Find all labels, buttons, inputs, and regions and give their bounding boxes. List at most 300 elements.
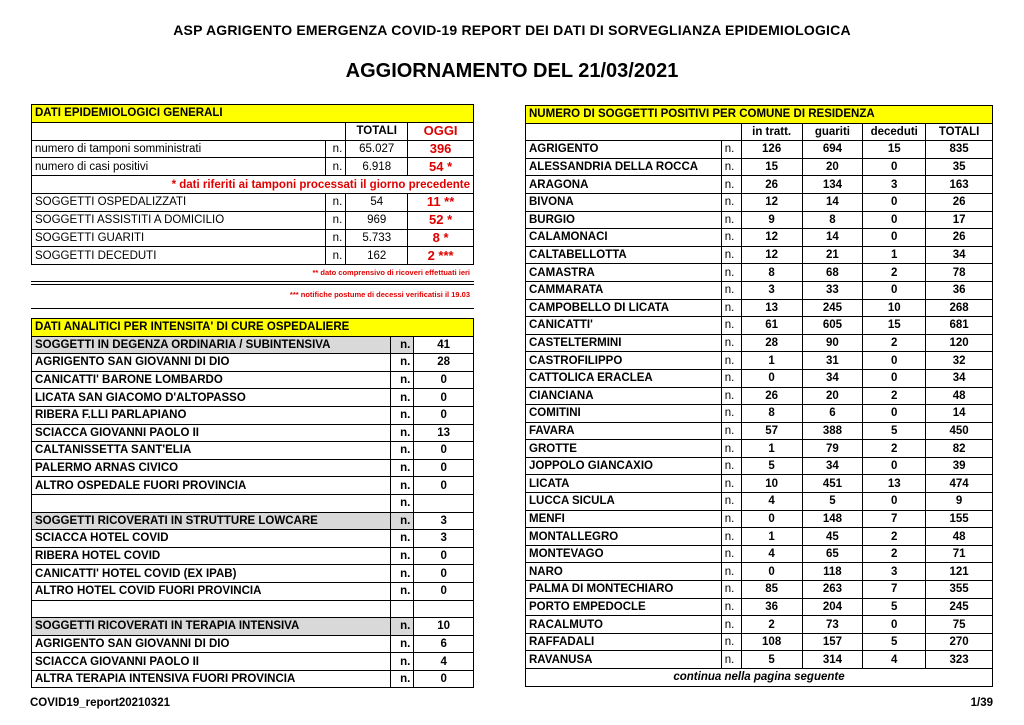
general-data-title: DATI EPIDEMIOLOGICI GENERALI	[32, 105, 474, 123]
comune-guariti: 134	[802, 176, 863, 194]
divider	[31, 308, 474, 309]
hospital-row-value: 6	[414, 635, 474, 653]
table-row	[526, 493, 993, 511]
comune-totali: 450	[926, 422, 993, 440]
table-row	[32, 670, 474, 688]
comune-deceduti: 7	[863, 581, 926, 599]
table-row: SOGGETTI OSPEDALIZZATI n. 54 11 **	[32, 193, 474, 211]
col-totali: TOTALI	[346, 122, 408, 140]
comune-n: n.	[721, 369, 741, 387]
comune-n: n.	[721, 563, 741, 581]
hospital-row-unit: n.	[391, 424, 414, 442]
table-row	[526, 563, 993, 581]
comune-name: BIVONA	[526, 193, 722, 211]
comune-guariti: 31	[802, 352, 863, 370]
comune-guariti: 451	[802, 475, 863, 493]
hospital-row-value: 0	[414, 582, 474, 600]
table-row	[526, 616, 993, 634]
comune-tratt: 9	[741, 211, 802, 229]
comune-deceduti: 1	[863, 246, 926, 264]
comune-name: CALAMONACI	[526, 229, 722, 247]
table-row: numero di tamponi somministrati n. 65.027 396	[32, 140, 474, 158]
table-row	[526, 387, 993, 405]
hospital-row-label: CANICATTI' HOTEL COVID (EX IPAB)	[32, 565, 391, 583]
table-row	[32, 442, 474, 460]
table-row: SOGGETTI ASSISTITI A DOMICILIO n. 969 52 *	[32, 211, 474, 229]
table-row	[32, 635, 474, 653]
comune-n: n.	[721, 387, 741, 405]
comune-name: CAMPOBELLO DI LICATA	[526, 299, 722, 317]
divider	[31, 281, 474, 282]
comune-totali: 35	[926, 158, 993, 176]
hospital-row-value: 0	[414, 406, 474, 424]
comune-name: NARO	[526, 563, 722, 581]
table-row	[32, 389, 474, 407]
hospital-row-label: RIBERA F.LLI PARLAPIANO	[32, 406, 391, 424]
comune-tratt: 36	[741, 598, 802, 616]
comune-deceduti: 7	[863, 510, 926, 528]
hospital-row-unit: n.	[391, 618, 414, 636]
hospital-row-unit: n.	[391, 336, 414, 354]
divider	[31, 284, 474, 285]
report-filename: COVID19_report20210321	[30, 697, 170, 709]
hospital-row-label: SOGGETTI RICOVERATI IN STRUTTURE LOWCARE	[32, 512, 391, 530]
hospital-row-value: 0	[414, 459, 474, 477]
comune-n: n.	[721, 193, 741, 211]
comune-deceduti: 2	[863, 528, 926, 546]
hospital-row-label: SOGGETTI RICOVERATI IN TERAPIA INTENSIVA	[32, 618, 391, 636]
comune-totali: 82	[926, 440, 993, 458]
comune-guariti: 14	[802, 193, 863, 211]
table-row	[526, 281, 993, 299]
comune-guariti: 90	[802, 334, 863, 352]
comune-totali: 71	[926, 545, 993, 563]
comune-totali: 34	[926, 246, 993, 264]
table-row	[526, 633, 993, 651]
comune-deceduti: 0	[863, 457, 926, 475]
comune-guariti: 65	[802, 545, 863, 563]
comune-name: AGRIGENTO	[526, 141, 722, 159]
comune-deceduti: 0	[863, 281, 926, 299]
comune-n: n.	[721, 246, 741, 264]
hospital-row-label: SCIACCA GIOVANNI PAOLO II	[32, 424, 391, 442]
comune-n: n.	[721, 440, 741, 458]
comune-guariti: 314	[802, 651, 863, 669]
comune-n: n.	[721, 264, 741, 282]
table-row	[526, 598, 993, 616]
col-in-tratt: in tratt.	[741, 123, 802, 141]
hospital-row-label: ALTRO HOTEL COVID FUORI PROVINCIA	[32, 582, 391, 600]
table-row	[526, 457, 993, 475]
comune-tratt: 26	[741, 387, 802, 405]
comune-totali: 121	[926, 563, 993, 581]
table-row	[32, 653, 474, 671]
comune-name: RACALMUTO	[526, 616, 722, 634]
comune-name: CATTOLICA ERACLEA	[526, 369, 722, 387]
comune-n: n.	[721, 493, 741, 511]
comune-guariti: 73	[802, 616, 863, 634]
comune-guariti: 45	[802, 528, 863, 546]
hospital-row-unit: n.	[391, 512, 414, 530]
comune-totali: 270	[926, 633, 993, 651]
comune-deceduti: 0	[863, 493, 926, 511]
table-row	[32, 582, 474, 600]
comune-deceduti: 0	[863, 352, 926, 370]
comune-tratt: 1	[741, 352, 802, 370]
comune-totali: 120	[926, 334, 993, 352]
comune-name: FAVARA	[526, 422, 722, 440]
comune-n: n.	[721, 211, 741, 229]
comune-guariti: 388	[802, 422, 863, 440]
hospital-row-unit: n.	[391, 406, 414, 424]
hospital-row-label: RIBERA HOTEL COVID	[32, 547, 391, 565]
page-number: 1/39	[970, 697, 993, 709]
comune-name: MONTALLEGRO	[526, 528, 722, 546]
comune-name: LUCCA SICULA	[526, 493, 722, 511]
hospital-row-label: LICATA SAN GIACOMO D'ALTOPASSO	[32, 389, 391, 407]
hospital-row-label: SOGGETTI IN DEGENZA ORDINARIA / SUBINTENSIVA	[32, 336, 391, 354]
hospital-row-value: 4	[414, 653, 474, 671]
comune-deceduti: 0	[863, 193, 926, 211]
table-row	[526, 440, 993, 458]
comune-tratt: 2	[741, 616, 802, 634]
comune-deceduti: 2	[863, 264, 926, 282]
table-row	[526, 246, 993, 264]
hospital-row-value: 3	[414, 530, 474, 548]
comune-name: LICATA	[526, 475, 722, 493]
comune-totali: 26	[926, 193, 993, 211]
comune-deceduti: 5	[863, 633, 926, 651]
comune-totali: 835	[926, 141, 993, 159]
hospital-row-label	[32, 600, 391, 618]
comune-n: n.	[721, 229, 741, 247]
hospital-data-table	[31, 318, 474, 688]
hospital-data-title: DATI ANALITICI PER INTENSITA' DI CURE OSPEDALIERE	[32, 319, 474, 337]
comune-n: n.	[721, 422, 741, 440]
comune-tratt: 1	[741, 440, 802, 458]
comune-guariti: 204	[802, 598, 863, 616]
comune-n: n.	[721, 545, 741, 563]
hospital-row-label: SCIACCA HOTEL COVID	[32, 530, 391, 548]
comune-n: n.	[721, 317, 741, 335]
comune-tratt: 4	[741, 545, 802, 563]
comune-guariti: 14	[802, 229, 863, 247]
table-row	[526, 141, 993, 159]
continua-note: continua nella pagina seguente	[526, 669, 993, 687]
comune-guariti: 33	[802, 281, 863, 299]
comune-tratt: 0	[741, 510, 802, 528]
hospital-row-value: 0	[414, 565, 474, 583]
table-row	[32, 354, 474, 372]
report-header: ASP AGRIGENTO EMERGENZA COVID-19 REPORT DEI DATI DI SORVEGLIANZA EPIDEMIOLOGICA	[173, 22, 851, 38]
comune-n: n.	[721, 334, 741, 352]
comune-n: n.	[721, 158, 741, 176]
comune-totali: 323	[926, 651, 993, 669]
comune-tratt: 12	[741, 246, 802, 264]
table-row	[526, 422, 993, 440]
hospital-row-unit: n.	[391, 494, 414, 512]
col-totali: TOTALI	[926, 123, 993, 141]
hospital-row-value: 3	[414, 512, 474, 530]
hospital-row-label: SCIACCA GIOVANNI PAOLO II	[32, 653, 391, 671]
comune-n: n.	[721, 141, 741, 159]
hospital-row-unit: n.	[391, 389, 414, 407]
comune-guariti: 34	[802, 457, 863, 475]
table-row	[526, 193, 993, 211]
comune-tratt: 4	[741, 493, 802, 511]
table-row	[32, 406, 474, 424]
hospital-row-value: 0	[414, 371, 474, 389]
comune-n: n.	[721, 299, 741, 317]
col-deceduti: deceduti	[863, 123, 926, 141]
table-row	[32, 371, 474, 389]
table-row	[32, 424, 474, 442]
hospital-row-label: AGRIGENTO SAN GIOVANNI DI DIO	[32, 354, 391, 372]
table-row	[526, 369, 993, 387]
comune-tratt: 57	[741, 422, 802, 440]
hospital-row-value: 10	[414, 618, 474, 636]
comune-guariti: 263	[802, 581, 863, 599]
inline-footnote: * dati riferiti ai tamponi processati il giorno precedente	[32, 176, 474, 194]
hospital-row-unit: n.	[391, 354, 414, 372]
comune-totali: 48	[926, 387, 993, 405]
comune-guariti: 157	[802, 633, 863, 651]
comune-n: n.	[721, 176, 741, 194]
hospital-row-value	[414, 600, 474, 618]
table-row	[526, 211, 993, 229]
comune-tratt: 26	[741, 176, 802, 194]
comune-totali: 34	[926, 369, 993, 387]
comune-tratt: 5	[741, 651, 802, 669]
comune-deceduti: 2	[863, 440, 926, 458]
comune-totali: 14	[926, 405, 993, 423]
comune-name: MONTEVAGO	[526, 545, 722, 563]
hospital-row-value: 0	[414, 389, 474, 407]
comune-tratt: 15	[741, 158, 802, 176]
comune-n: n.	[721, 616, 741, 634]
comune-tratt: 28	[741, 334, 802, 352]
comune-n: n.	[721, 281, 741, 299]
comune-name: CAMASTRA	[526, 264, 722, 282]
comune-deceduti: 10	[863, 299, 926, 317]
hospital-row-label: AGRIGENTO SAN GIOVANNI DI DIO	[32, 635, 391, 653]
hospital-row-value: 0	[414, 442, 474, 460]
comune-deceduti: 15	[863, 317, 926, 335]
comune-deceduti: 0	[863, 405, 926, 423]
comune-totali: 245	[926, 598, 993, 616]
comune-deceduti: 2	[863, 334, 926, 352]
comune-tratt: 108	[741, 633, 802, 651]
comune-name: ARAGONA	[526, 176, 722, 194]
comune-totali: 39	[926, 457, 993, 475]
comune-guariti: 8	[802, 211, 863, 229]
hospital-row-label: ALTRA TERAPIA INTENSIVA FUORI PROVINCIA	[32, 670, 391, 688]
comune-deceduti: 2	[863, 387, 926, 405]
table-row	[526, 475, 993, 493]
comune-name: CALTABELLOTTA	[526, 246, 722, 264]
comune-deceduti: 5	[863, 598, 926, 616]
comune-name: CIANCIANA	[526, 387, 722, 405]
table-row	[526, 317, 993, 335]
hospital-row-unit: n.	[391, 459, 414, 477]
comune-totali: 17	[926, 211, 993, 229]
comuni-title: NUMERO DI SOGGETTI POSITIVI PER COMUNE DI RESIDENZA	[526, 106, 993, 124]
hospital-row-value: 0	[414, 670, 474, 688]
comune-name: BURGIO	[526, 211, 722, 229]
comune-guariti: 245	[802, 299, 863, 317]
hospital-row-unit: n.	[391, 530, 414, 548]
comune-totali: 36	[926, 281, 993, 299]
comune-deceduti: 3	[863, 176, 926, 194]
table-row	[32, 477, 474, 495]
comune-guariti: 694	[802, 141, 863, 159]
hospital-row-value: 0	[414, 547, 474, 565]
comune-totali: 163	[926, 176, 993, 194]
update-date-title: AGGIORNAMENTO DEL 21/03/2021	[345, 60, 679, 82]
table-row	[526, 334, 993, 352]
general-data-table	[31, 104, 474, 265]
comune-name: CANICATTI'	[526, 317, 722, 335]
comune-guariti: 148	[802, 510, 863, 528]
hospital-row-label: CALTANISSETTA SANT'ELIA	[32, 442, 391, 460]
comune-name: JOPPOLO GIANCAXIO	[526, 457, 722, 475]
table-row	[526, 545, 993, 563]
table-row	[526, 651, 993, 669]
comune-tratt: 85	[741, 581, 802, 599]
table-row	[526, 299, 993, 317]
comune-tratt: 5	[741, 457, 802, 475]
comune-tratt: 0	[741, 369, 802, 387]
comune-tratt: 3	[741, 281, 802, 299]
table-row	[32, 530, 474, 548]
hospital-row-label: ALTRO OSPEDALE FUORI PROVINCIA	[32, 477, 391, 495]
comune-n: n.	[721, 405, 741, 423]
comune-name: ALESSANDRIA DELLA ROCCA	[526, 158, 722, 176]
comune-totali: 48	[926, 528, 993, 546]
comune-deceduti: 2	[863, 545, 926, 563]
table-row	[32, 547, 474, 565]
table-row	[526, 229, 993, 247]
comune-guariti: 34	[802, 369, 863, 387]
comune-n: n.	[721, 510, 741, 528]
comune-guariti: 6	[802, 405, 863, 423]
comune-totali: 474	[926, 475, 993, 493]
comune-tratt: 126	[741, 141, 802, 159]
hospital-row-unit: n.	[391, 371, 414, 389]
comune-name: RAVANUSA	[526, 651, 722, 669]
comune-deceduti: 4	[863, 651, 926, 669]
comune-name: CASTELTERMINI	[526, 334, 722, 352]
table-row	[526, 528, 993, 546]
comune-guariti: 605	[802, 317, 863, 335]
table-row	[32, 512, 474, 530]
table-row	[32, 494, 474, 512]
comune-name: COMITINI	[526, 405, 722, 423]
comune-n: n.	[721, 457, 741, 475]
comune-guariti: 68	[802, 264, 863, 282]
comune-tratt: 10	[741, 475, 802, 493]
comune-deceduti: 0	[863, 229, 926, 247]
table-row	[526, 581, 993, 599]
comune-guariti: 5	[802, 493, 863, 511]
table-row	[32, 600, 474, 618]
col-oggi: OGGI	[408, 122, 474, 140]
comune-tratt: 12	[741, 229, 802, 247]
table-row	[32, 565, 474, 583]
comune-name: GROTTE	[526, 440, 722, 458]
comune-tratt: 1	[741, 528, 802, 546]
hospital-row-unit: n.	[391, 653, 414, 671]
comune-totali: 268	[926, 299, 993, 317]
table-row	[32, 618, 474, 636]
hospital-row-value: 13	[414, 424, 474, 442]
table-row	[526, 352, 993, 370]
comune-deceduti: 3	[863, 563, 926, 581]
comune-n: n.	[721, 352, 741, 370]
comune-deceduti: 5	[863, 422, 926, 440]
comune-tratt: 13	[741, 299, 802, 317]
hospital-row-unit: n.	[391, 565, 414, 583]
comune-totali: 75	[926, 616, 993, 634]
hospital-row-value: 41	[414, 336, 474, 354]
comune-totali: 9	[926, 493, 993, 511]
comune-n: n.	[721, 581, 741, 599]
comune-name: RAFFADALI	[526, 633, 722, 651]
comune-totali: 26	[926, 229, 993, 247]
comune-deceduti: 13	[863, 475, 926, 493]
table-row	[32, 336, 474, 354]
col-guariti: guariti	[802, 123, 863, 141]
comune-deceduti: 0	[863, 369, 926, 387]
hospital-row-unit: n.	[391, 582, 414, 600]
hospital-row-unit	[391, 600, 414, 618]
comune-n: n.	[721, 598, 741, 616]
note-ricoveri: ** dato comprensivo di ricoveri effettuati ieri	[312, 268, 470, 277]
hospital-row-label: PALERMO ARNAS CIVICO	[32, 459, 391, 477]
comune-guariti: 20	[802, 158, 863, 176]
hospital-row-value: 28	[414, 354, 474, 372]
comune-guariti: 20	[802, 387, 863, 405]
comune-deceduti: 0	[863, 211, 926, 229]
comune-name: MENFI	[526, 510, 722, 528]
comune-n: n.	[721, 651, 741, 669]
comune-name: CASTROFILIPPO	[526, 352, 722, 370]
hospital-row-unit: n.	[391, 477, 414, 495]
comune-totali: 32	[926, 352, 993, 370]
table-row	[32, 459, 474, 477]
comune-name: CAMMARATA	[526, 281, 722, 299]
hospital-row-value	[414, 494, 474, 512]
hospital-row-unit: n.	[391, 442, 414, 460]
comune-n: n.	[721, 475, 741, 493]
comune-deceduti: 0	[863, 158, 926, 176]
comune-guariti: 118	[802, 563, 863, 581]
table-row	[526, 264, 993, 282]
table-row: SOGGETTI GUARITI n. 5.733 8 *	[32, 229, 474, 247]
table-row	[526, 405, 993, 423]
comune-tratt: 0	[741, 563, 802, 581]
comune-totali: 355	[926, 581, 993, 599]
hospital-row-label: CANICATTI' BARONE LOMBARDO	[32, 371, 391, 389]
hospital-row-unit: n.	[391, 635, 414, 653]
hospital-row-unit: n.	[391, 547, 414, 565]
table-row	[526, 176, 993, 194]
hospital-row-unit: n.	[391, 670, 414, 688]
comune-deceduti: 15	[863, 141, 926, 159]
comune-tratt: 8	[741, 405, 802, 423]
comune-totali: 78	[926, 264, 993, 282]
table-row	[526, 510, 993, 528]
